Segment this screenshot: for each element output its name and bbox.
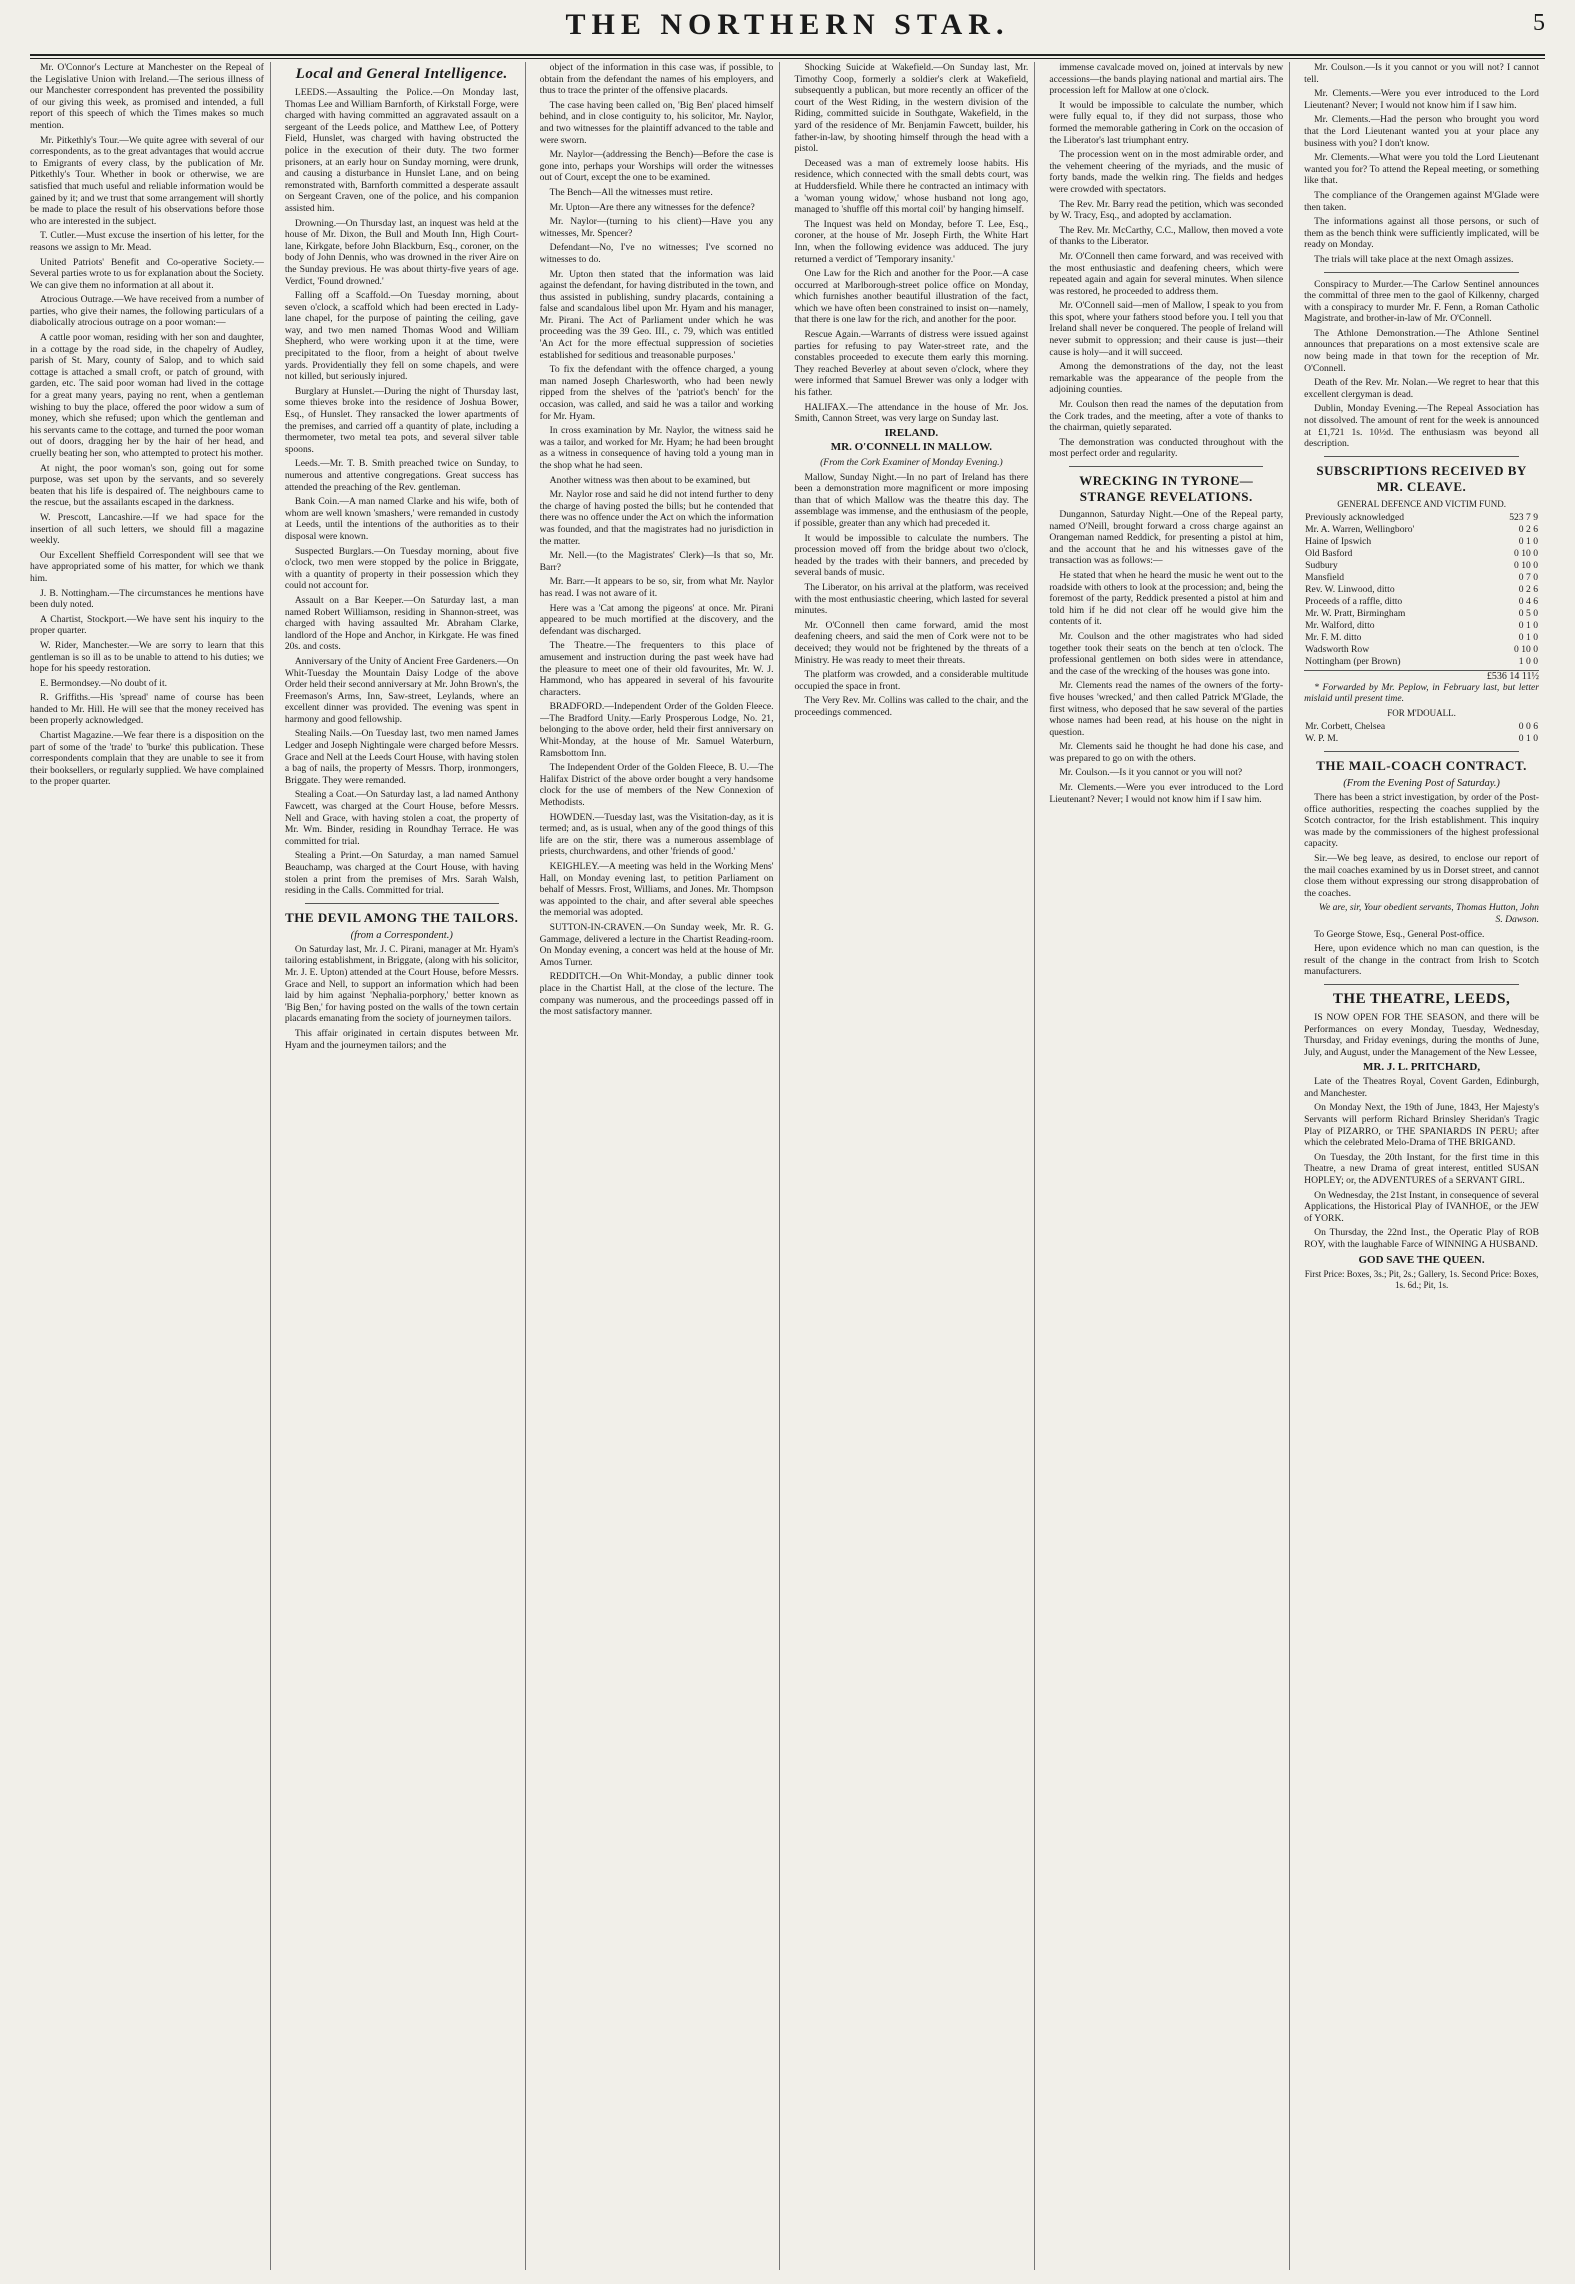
article-paragraph: REDDITCH.—On Whit-Monday, a public dinner took place in the Chartist Hall, at the close of the lecture. The company was numerous, and the proceedings passed off in the most satisfactory manner. [539, 971, 774, 1018]
subscription-amount: 0 1 0 [1518, 631, 1538, 643]
article-paragraph: Defendant—No, I've no witnesses; I've scorned no witnesses to do. [539, 242, 774, 265]
subscription-amount: 0 10 0 [1514, 547, 1538, 559]
article-paragraph: Anniversary of the Unity of Ancient Free Gardeners.—On Whit-Tuesday the Mountain Daisy Lodge of the above Order held their second anniversary at Mr. John Brown's, the Freemason's Arms, Inn, Saw-street, Leylands, where an excellent dinner was provided. The evening was spent in harmony and good fellowship. [284, 655, 519, 725]
subscription-row [1304, 721, 1539, 733]
article-paragraph: A Chartist, Stockport.—We have sent his inquiry to the proper quarter. [30, 613, 264, 637]
article-title-devil-among-tailors: THE DEVIL AMONG THE TAILORS. [285, 909, 519, 925]
article-title-wrecking-tyrone: WRECKING IN TYRONE—STRANGE REVELATIONS. [1079, 473, 1254, 504]
article-paragraph: We are, sir, Your obedient servants, Thomas Hutton, John S. Dawson. [1318, 902, 1539, 925]
god-save-the-queen: GOD SAVE THE QUEEN. [1358, 1253, 1485, 1266]
article-paragraph: Mr. Naylor—(turning to his client)—Have you any witnesses, Mr. Spencer? [539, 216, 774, 239]
subscriptions-table [1304, 512, 1539, 668]
theatre-paragraph: On Wednesday, the 21st Instant, in consequence of several Applications, the Historical Play of IVANHOE, or the JEW of YORK. [1304, 1189, 1539, 1224]
article-paragraph: This affair originated in certain disputes between Mr. Hyam and the journeymen tailors; and the [284, 1027, 519, 1051]
divider [305, 903, 499, 904]
article-paragraph: Mr. O'Connell then came forward, and was received with the most enthusiastic and deafening cheers, which were repeated again and again for several minutes. When silence was restored, he proceeded to address them. [1049, 250, 1284, 297]
article-paragraph: The procession went on in the most admirable order, and the vehement cheering of the myriads, and the music of forty bands, made the welkin ring. The fields and hedges were crowded with spectators. [1049, 149, 1284, 195]
article-paragraph: KEIGHLEY.—A meeting was held in the Working Mens' Hall, on Monday evening last, to petition Parliament on behalf of Messrs. Frost, Williams, and Jones. Mr. Thompson was appointed to the chair, and after several able speeches the memorial was adopted. [539, 861, 774, 919]
divider [1069, 466, 1263, 467]
article-paragraph: There has been a strict investigation, by order of the Post-office authorities, respecting the coaches supplied by the Scotch contractor, for the Irish establishment. This inquiry was made by the commissioners of the highest professional capacity. [1304, 792, 1539, 850]
article-paragraph: W. Prescott, Lancashire.—If we had space for the insertion of all such letters, we should fill a magazine weekly. [30, 511, 264, 547]
article-paragraph: To George Stowe, Esq., General Post-office. [1314, 928, 1485, 940]
article-paragraph: Stealing a Print.—On Saturday, a man named Samuel Beauchamp, was charged at the Court House, with having stolen a print from the premises of Mrs. Sarah Walsh, residing in the Calls. Committed for trial. [284, 850, 519, 897]
section-title-local-intelligence: Local and General Intelligence. [295, 66, 508, 82]
article-paragraph: Stealing a Coat.—On Saturday last, a lad named Anthony Fawcett, was charged at the Court House, before Messrs. Nell and Grace, with having stolen a coat, the property of Mr. Wm. Binder, residing in Roundhay Terrace. He was committed for trial. [284, 789, 519, 847]
subscription-amount: 0 1 0 [1518, 535, 1538, 547]
divider [1324, 751, 1519, 752]
subscriber-name: Previously acknowledged [1305, 511, 1405, 523]
article-paragraph: The demonstration was conducted throughout with the most perfect order and regularity. [1049, 436, 1284, 460]
column-4 [794, 62, 1035, 2270]
article-paragraph: immense cavalcade moved on, joined at intervals by new accessions—the bands playing national and martial airs. The procession left for Mallow at one o'clock. [1049, 62, 1284, 97]
article-paragraph: Another witness was then about to be examined, but [549, 474, 751, 486]
article-paragraph: J. B. Nottingham.—The circumstances he mentions have been duly noted. [30, 587, 264, 611]
article-paragraph: Shocking Suicide at Wakefield.—On Sunday last, Mr. Timothy Coop, formerly a soldier's clerk at Wakefield, subsequently a publican, but more recently an officer of the court of the West Riding, in the western division of the Riding, committed suicide in Southgate, Wakefield, in the yard of the residence of Mr. Benjamin Fawcett, builder, his father-in-law, by shooting himself through the head with a pistol. [794, 62, 1029, 155]
subscription-amount: 0 0 6 [1518, 721, 1538, 732]
subscription-amount: 1 0 0 [1518, 655, 1538, 667]
article-paragraph: BRADFORD.—Independent Order of the Golden Fleece.—The Bradford Unity.—Early Prosperous Lodge, No. 21, belonging to the above order, held their first anniversary on Whit-Monday, at the house of Mr. Samuel Waterburn, Ramsbottom Inn. [539, 701, 774, 759]
article-paragraph: Mr. Coulson.—Is it you cannot or you will not? I cannot tell. [1304, 62, 1539, 85]
article-paragraph: The case having been called on, 'Big Ben' placed himself behind, and in close contiguity to, his solicitor, Mr. Naylor, and two witnesses for the plaintiff advanced to the table and were sworn. [539, 99, 774, 146]
article-paragraph: Leeds.—Mr. T. B. Smith preached twice on Sunday, to numerous and attentive congregations. Great success has attended the preaching of the Rev. gentleman. [284, 458, 519, 493]
article-paragraph: Mr. Upton then stated that the information was laid against the defendant, for having distributed in the town, and thus assisted in publishing, sundry placards, containing a false and scandalous libel upon Mr. Hyam and his manager, Mr. Pirani. The Act of Parliament under which he was proceeding was the 39 Geo. III., c. 79, which was entitled 'An Act for the more effectual suppression of societies established for seditious and treasonable purposes.' [539, 268, 774, 361]
article-paragraph: Mr. Clements said he thought he had done his case, and was prepared to go on with the others. [1049, 741, 1284, 764]
column-1 [30, 62, 271, 2270]
subscriber-name: Sudbury [1305, 559, 1338, 571]
subscriptions-subtitle: GENERAL DEFENCE AND VICTIM FUND. [1337, 498, 1506, 509]
article-paragraph: The trials will take place at the next Omagh assizes. [1314, 253, 1514, 265]
article-paragraph: E. Bermondsey.—No doubt of it. [40, 677, 168, 689]
subscription-row [1304, 524, 1539, 536]
article-paragraph: The Very Rev. Mr. Collins was called to the chair, and the proceedings commenced. [794, 695, 1029, 718]
masthead [30, 8, 1545, 54]
article-paragraph: Chartist Magazine.—We fear there is a disposition on the part of some of the 'trade' to 'burke' this publication. These correspondents complain that they are unable to see it from their booksellers, or regularly supplied. We have complained to the proper quarter. [30, 730, 264, 788]
column-5 [1049, 62, 1290, 2270]
mcdouall-title: FOR M'DOUALL. [1387, 708, 1456, 718]
article-paragraph: object of the information in this case was, if possible, to obtain from the defendant the names of his employers, and thus to trace the printer of the offensive placards. [539, 62, 774, 97]
article-paragraph: The Bench—All the witnesses must retire. [549, 186, 713, 198]
article-paragraph: At night, the poor woman's son, going out for some purpose, was set upon by the servants, and so severely beaten that his life is despaired of. The neighbours came to the rescue, but the assailants escaped in the darkness. [30, 462, 264, 509]
article-paragraph: Drowning.—On Thursday last, an inquest was held at the house of Mr. Dixon, the Bull and Mouth Inn, High Court-lane, Kirkgate, before John Blackburn, Esq., coroner, on the body of John Dennis, who was drowned in the river Aire on the Sunday previous. He was about thirty-five years of age. Verdict, 'Found drowned.' [284, 217, 519, 287]
divider [1324, 984, 1519, 985]
mail-coach-subtitle: (From the Evening Post of Saturday.) [1343, 778, 1500, 789]
column-3 [540, 62, 781, 2270]
column-6 [1304, 62, 1545, 2270]
mcdouall-table [1304, 721, 1539, 745]
article-paragraph: R. Griffiths.—His 'spread' name of course has been handed to Mr. Hill. He will see that the money received has been properly acknowledged. [30, 692, 264, 727]
article-subtitle: (from a Correspondent.) [350, 929, 453, 941]
article-paragraph: Mr. Clements.—Were you ever introduced to the Lord Lieutenant? Never; I would not know him if I saw him. [1304, 88, 1539, 111]
subscription-amount: 0 4 6 [1518, 595, 1538, 607]
article-paragraph: The Liberator, on his arrival at the platform, was received with the most enthusiastic cheering, which lasted for several minutes. [794, 581, 1029, 617]
subscription-row [1304, 632, 1539, 644]
theatre-paragraph: On Monday Next, the 19th of June, 1843, Her Majesty's Servants will perform Richard Brinsley Sheridan's Tragic Play of PIZARRO, or THE SPANIARDS IN PERU; after which the celebrated Melo-Drama of THE BRIGAND. [1304, 1102, 1539, 1149]
article-paragraph: Bank Coin.—A man named Clarke and his wife, both of whom are well known 'smashers,' were remanded in custody at Leeds, until the intentions of the authorities as to their disposal were known. [284, 496, 519, 542]
article-paragraph: Falling off a Scaffold.—On Tuesday morning, about seven o'clock, a scaffold which had been erected in Lady-lane chapel, for the purpose of painting the ceiling, gave way, and two men named Thomas Wood and William Shepherd, who were working upon it at the time, were precipitated to the floor, from a height of about twelve yards. Providentially they fell on some chapels, and were not killed, but seriously injured. [284, 290, 519, 383]
subscriber-name: Mr. Walford, ditto [1305, 619, 1375, 631]
mail-coach-title: THE MAIL-COACH CONTRACT. [1316, 758, 1527, 773]
article-paragraph: LEEDS.—Assaulting the Police.—On Monday last, Thomas Lee and William Barnforth, of Kirkstall Forge, were charged with having committed an aggravated assault on a sergeant of the Leeds police, and Matthew Lee, of Pottery Field, Hunslet, was charged with having obstructed the police in the execution of their duty. The two former prisoners, at an early hour on Sunday morning, were drunk, and causing a disturbance in Hunslet Lane, and on being remonstrated with, Barnforth committed a desperate assault on Sergeant Craven, one of the police, and his companion assisted him. [284, 87, 519, 214]
article-paragraph: MR. O'CONNELL IN MALLOW. [830, 441, 993, 454]
theatre-paragraph: IS NOW OPEN FOR THE SEASON, and there will be Performances on every Monday, Tuesday, Wednesday, Thursday, and Friday evenings, during the months of June, July, and August, under the Management of the New Lessee, [1304, 1011, 1539, 1058]
subscription-amount: 523 7 9 [1509, 511, 1538, 523]
article-paragraph: Mr. Clements.—Were you ever introduced to the Lord Lieutenant? Never; I would not know him if I saw him. [1049, 782, 1284, 805]
article-paragraph: Mr. Coulson then read the names of the deputation from the Cork trades, and the meeting, after a vote of thanks to the chairman, quietly separated. [1049, 399, 1284, 434]
article-paragraph: Here was a 'Cat among the pigeons' at once. Mr. Pirani appeared to be much mortified at the discovery, and the defendant was discharged. [539, 602, 774, 637]
newspaper-title: THE NORTHERN STAR. [565, 8, 1010, 41]
article-paragraph: Mr. Barr.—It appears to be so, sir, from what Mr. Naylor has read. I was not aware of it. [539, 576, 774, 599]
subscriber-name: Proceeds of a raffle, ditto [1305, 595, 1403, 607]
subscription-row [1304, 560, 1539, 572]
subscription-amount: 0 2 6 [1518, 583, 1538, 595]
subscriber-name: Mr. A. Warren, Wellingboro' [1305, 523, 1415, 535]
article-paragraph: In cross examination by Mr. Naylor, the witness said he was a tailor, and worked for Mr. Hyam; he had been brought as a witness in consequence of having told a young man in the shop what he had seen. [539, 425, 774, 471]
article-paragraph: Mallow, Sunday Night.—In no part of Ireland has there been a demonstration more magnificent or more imposing than that of which Mallow was the theatre this day. The assemblage was immense, and the enthusiasm of the people, if possible, greater than any which had preceded it. [794, 471, 1029, 529]
article-paragraph: Suspected Burglars.—On Tuesday morning, about five o'clock, two men were stopped by the police in Briggate, with a quantity of property in their possession which they could not account for. [284, 545, 519, 592]
subscriptions-total: £536 14 11½ [1304, 670, 1539, 682]
article-paragraph: The Theatre.—The frequenters to this place of amusement and instruction during the past week have had the pleasure to meet one of their old favourites, Mr. W. J. Hammond, who has appeared in several of his favourite characters. [539, 640, 774, 698]
subscriber-name: W. P. M. [1305, 733, 1339, 744]
article-paragraph: Mr. Coulson.—Is it you cannot or you will not? [1059, 767, 1243, 779]
subscription-amount: 0 1 0 [1518, 733, 1538, 744]
divider [1324, 456, 1519, 457]
subscriber-name: Mr. W. Pratt, Birmingham [1305, 607, 1406, 619]
article-paragraph: HALIFAX.—The attendance in the house of Mr. Jos. Smith, Cannon Street, was very large on Sunday last. [794, 401, 1029, 425]
subscription-row [1304, 548, 1539, 560]
subscription-amount: 0 1 0 [1518, 619, 1538, 631]
subscriber-name: Nottingham (per Brown) [1305, 655, 1401, 667]
article-paragraph: (From the Cork Examiner of Monday Evening.) [820, 457, 1003, 468]
article-paragraph: The Athlone Demonstration.—The Athlone Sentinel announces that preparations on a most extensive scale are now being made in that town for the reception of Mr. O'Connell. [1304, 327, 1539, 374]
article-paragraph: One Law for the Rich and another for the Poor.—A case occurred at Marlborough-street police office on Monday, which furnishes another beautiful illustration of the fact, which we have often been constrained to insist on—namely, that there is one law for the rich, and another for the poor. [794, 268, 1029, 326]
subscriber-name: Mr. Corbett, Chelsea [1305, 721, 1386, 732]
article-paragraph: The platform was crowded, and a considerable multitude occupied the space in front. [794, 669, 1029, 692]
article-paragraph: He stated that when he heard the music he went out to the roadside with others to look at the procession; and, being the foremost of the party, Reddick presented a pistol at him and told him if he did not clear off he would give him the contents of it. [1049, 569, 1284, 628]
masthead-rule [30, 54, 1545, 56]
subscriber-name: Haine of Ipswich [1305, 535, 1372, 547]
theatre-paragraph: On Tuesday, the 20th Instant, for the first time in this Theatre, a new Drama of great interest, entitled SUSAN HOPLEY; or, the ADVENTURES of a SERVANT GIRL. [1304, 1151, 1539, 1187]
column-2 [285, 62, 526, 2270]
article-paragraph: The Independent Order of the Golden Fleece, B. U.—The Halifax District of the above order bought a very handsome clock for the use of members of the New Connexion of Methodists. [539, 762, 774, 809]
article-paragraph: IRELAND. [884, 426, 939, 439]
article-paragraph: The Inquest was held on Monday, before T. Lee, Esq., coroner, at the house of Mr. Joseph Firth, the White Hart Inn, when the following evidence was adduced. The jury returned a verdict of 'Temporary insanity.' [794, 218, 1029, 265]
article-paragraph: Mr. Coulson and the other magistrates who had sided together took their seats on the bench at ten o'clock. The professional gentlemen on both sides were in attendance, and the case of the wrecking of the houses was gone into. [1049, 630, 1284, 677]
article-paragraph: Mr. O'Connor's Lecture at Manchester on the Repeal of the Legislative Union with Ireland.—The serious illness of our Manchester correspondent has prevented the possibility of our giving this week, as promised and intended, a full report of this speech of which the Times makes so much mention. [30, 62, 264, 131]
article-paragraph: Dungannon, Saturday Night.—One of the Repeal party, named O'Neill, brought forward a cross charge against an Orangeman named Reddick, for presenting a pistol at him, and the account that he and his witnesses gave of the transaction was as follows:— [1049, 509, 1284, 567]
article-paragraph: SUTTON-IN-CRAVEN.—On Sunday week, Mr. R. G. Gammage, delivered a lecture in the Chartist Reading-room. On Monday evening, a concert was held at the house of Mr. Amos Turner. [539, 921, 774, 968]
theatre-title: THE THEATRE, LEEDS, [1332, 990, 1511, 1007]
theatre-paragraph: Late of the Theatres Royal, Covent Garden, Edinburgh, and Manchester. [1304, 1076, 1539, 1099]
divider [1324, 272, 1519, 273]
masthead-rule-thin [30, 58, 1545, 59]
subscription-row [1304, 536, 1539, 548]
subscription-amount: 0 2 6 [1518, 523, 1538, 535]
article-paragraph: Dublin, Monday Evening.—The Repeal Association has not dissolved. The amount of rent for the week is announced at £1,721 1s. 10½d. The enthusiasm was beyond all description. [1304, 403, 1539, 450]
subscriber-name: Rev. W. Linwood, ditto [1305, 583, 1395, 595]
subscription-row [1304, 656, 1539, 668]
article-paragraph: The Rev. Mr. Barry read the petition, which was seconded by W. Tracy, Esq., and adopted by acclamation. [1049, 198, 1284, 222]
theatre-paragraph: On Thursday, the 22nd Inst., the Operatic Play of ROB ROY, with the laughable Farce of WINNING A HUSBAND. [1304, 1227, 1539, 1250]
article-paragraph: T. Cutler.—Must excuse the insertion of his letter, for the reasons we assign to Mr. Mead. [30, 230, 264, 253]
article-paragraph: Death of the Rev. Mr. Nolan.—We regret to hear that this excellent clergyman is dead. [1304, 377, 1539, 400]
subscriptions-note: * Forwarded by Mr. Peplow, in February last, but letter mislaid until present time. [1304, 681, 1539, 705]
subscription-row [1304, 608, 1539, 620]
article-paragraph: Conspiracy to Murder.—The Carlow Sentinel announces the committal of three men to the gaol of Kilkenny, charged with a conspiracy to murder Mr. F. Fenn, a Roman Catholic Magistrate, and brother-in-law of Mr. O'Connell. [1304, 278, 1539, 325]
theatre-prices: First Price: Boxes, 3s.; Pit, 2s.; Gallery, 1s. Second Price: Boxes, 1s. 6d.; Pit, 1s. [1304, 1268, 1539, 1291]
subscriptions-title: SUBSCRIPTIONS RECEIVED BY MR. CLEAVE. [1316, 462, 1527, 494]
theatre-manager: MR. J. L. PRITCHARD, [1363, 1061, 1481, 1074]
article-paragraph: Our Excellent Sheffield Correspondent will see that we have appropriated some of his matter, for which we thank him. [30, 549, 264, 584]
article-paragraph: It would be impossible to calculate the numbers. The procession moved off from the bridge about two o'clock, headed by the trades with their banners, and preceded by several bands of music. [794, 532, 1029, 579]
subscriber-name: Mansfield [1305, 571, 1345, 583]
subscription-amount: 0 10 0 [1514, 643, 1538, 655]
subscription-amount: 0 10 0 [1514, 559, 1538, 571]
subscription-row [1304, 512, 1539, 524]
page-number: 5 [1533, 10, 1545, 36]
subscription-amount: 0 5 0 [1518, 607, 1538, 619]
subscriber-name: Mr. F. M. ditto [1305, 631, 1362, 643]
article-paragraph: Stealing Nails.—On Tuesday last, two men named James Ledger and Joseph Nightingale were charged before Messrs. Grace and Nell at the Leeds Court House, with having stolen a bag of nails, the property of Messrs. Thorp, ironmongers, Briggate. They were remanded. [284, 728, 519, 786]
article-paragraph: Atrocious Outrage.—We have received from a number of parties, who give their names, the following particulars of a diabolically atrocious outrage on a poor woman:— [30, 294, 264, 329]
article-paragraph: Mr. Clements.—Had the person who brought you word that the Lord Lieutenant wanted you at your place any business with you? I don't know. [1304, 114, 1539, 149]
article-paragraph: Mr. Naylor—(addressing the Bench)—Before the case is gone into, perhaps your Worships will order the witnesses out of Court, except the one to be examined. [539, 149, 774, 184]
article-paragraph: United Patriots' Benefit and Co-operative Society.—Several parties wrote to us for explanation about the Society. We can give them no information at all about it. [30, 256, 264, 291]
article-paragraph: Mr. Nell.—(to the Magistrates' Clerk)—Is that so, Mr. Barr? [539, 550, 774, 573]
subscription-row [1304, 620, 1539, 632]
article-paragraph: Mr. Naylor rose and said he did not intend further to deny the charge of having posted the bills; but he contended that there was no offence under the Act on which the information was founded, and that the magistrates had no jurisdiction in the matter. [539, 489, 774, 547]
columns [30, 62, 1545, 2270]
article-paragraph: Assault on a Bar Keeper.—On Saturday last, a man named Robert Williamson, residing in Shannon-street, was charged with having assaulted Mr. Abraham Clarke, landlord of the Hope and Anchor, in Kirkgate. He was fined 20s. and costs. [284, 594, 519, 653]
article-paragraph: The compliance of the Orangemen against M'Glade were then taken. [1304, 189, 1539, 213]
article-paragraph: The Rev. Mr. McCarthy, C.C., Mallow, then moved a vote of thanks to the Liberator. [1049, 224, 1284, 248]
article-paragraph: Mr. Pitkethly's Tour.—We quite agree with several of our correspondents, as to the great advantages that would accrue to Emigrants of every class, by the publication of Mr. Pitkethly's Tour. Whether in book or otherwise, we are satisfied that much useful and reliable information would be gained by it; and we trust that some arrangement will shortly be made to place the result of his observations before those who are interested in the subject. [30, 134, 264, 227]
article-paragraph: HOWDEN.—Tuesday last, was the Visitation-day, as it is termed; and, as is usual, when any of the good things of this life are on the stir, there was a numerous assemblage of priests, churchwardens, and other 'friends of good.' [539, 811, 774, 858]
article-paragraph: Mr. O'Connell then came forward, amid the most deafening cheers, and said the men of Cork were not to be deceived; they would not be frightened by the threats of a Ministry. He was ready to meet their threats. [794, 619, 1029, 666]
article-paragraph: The informations against all those persons, or such of them as the bench think were sufficiently implicated, will be ready on Monday. [1304, 216, 1539, 251]
article-paragraph: Burglary at Hunslet.—During the night of Thursday last, some thieves broke into the residence of Joshua Bower, Esq., of Hunslet. They ransacked the lower apartments of the premises, and carried off a quantity of plate, including a thermometer, two metal tea pots, and several silver table spoons. [284, 385, 519, 455]
article-paragraph: Mr. O'Connell said—men of Mallow, I speak to you from this spot, where your fathers stood before you. I tell you that Ireland shall never be conquered. The people of Ireland will never submit to oppression; and their cause is just—their cause is holy—and it will succeed. [1049, 300, 1284, 358]
article-paragraph: Among the demonstrations of the day, not the least remarkable was the appearance of the people from the adjoining counties. [1049, 361, 1284, 396]
article-paragraph: It would be impossible to calculate the number, which were fully equal to, if they did not surpass, those who formed the memorable gathering in Cork on the occasion of the Liberator's last triumphant entry. [1049, 99, 1284, 146]
article-paragraph: On Saturday last, Mr. J. C. Pirani, manager at Mr. Hyam's tailoring establishment, in Briggate, (along with his solicitor, Mr. J. E. Upton) attended at the Court House, before Messrs. Grace and Nell, to support an information which had been laid by him against 'Nephalia-porphory,' better known as 'Big Ben,' for having posted on the walls of the town certain placards emanating from the society of journeymen tailors. [284, 943, 519, 1025]
article-paragraph: Mr. Clements read the names of the owners of the forty-five houses 'wrecked,' and then called Patrick M'Glade, the first witness, who deposed that he saw several of the parties whose names had been read, at his house on the night in question. [1049, 680, 1284, 738]
article-paragraph: A cattle poor woman, residing with her son and daughter, in a cottage by the road side, in the chapelry of Audley, parish of St. Mary, county of Salop, and to which said cottage is attached a small croft, or patch of ground, with garden, etc. The said poor woman had lived in the cottage for a great many years, paying no rent, when a gentleman wishing to buy the place, offered the poor widow a sum of money, which she refused; upon which the gentleman and his servants came to the cottage, and turned the poor woman out of doors, dragging her by the hair of her head, and cruelly beating her son, who attempted to protect his mother. [30, 332, 264, 459]
subscription-amount: 0 7 0 [1518, 571, 1538, 583]
article-paragraph: Sir.—We beg leave, as desired, to enclose our report of the mail coaches examined by us in Dorset street, and cannot close them without expressing our strong disapprobation of the coaches. [1304, 852, 1539, 899]
article-paragraph: To fix the defendant with the offence charged, a young man named Joseph Charlesworth, who had been newly ripped from the shelves of the 'patriot's bench' for the occasion, was called, and said he was a tailor and working for Mr. Hyam. [539, 364, 774, 422]
article-paragraph: Mr. Clements.—What were you told the Lord Lieutenant wanted you for? To attend the Repeal meeting, or something like that. [1304, 152, 1539, 187]
subscription-row [1304, 644, 1539, 656]
article-paragraph: Deceased was a man of extremely loose habits. His residence, which connected with the small debts court, was at Huddersfield. While there he contracted an intimacy with a 'woman young widow,' whose husband not long ago, managed to 'shuffle off this mortal coil' by hanging himself. [794, 157, 1029, 216]
subscriber-name: Old Basford [1305, 547, 1353, 559]
subscriber-name: Wadsworth Row [1305, 643, 1370, 655]
article-paragraph: Here, upon evidence which no man can question, is the result of the change in the contract from Irish to Scotch manufacturers. [1304, 943, 1539, 978]
subscription-row [1304, 584, 1539, 596]
article-paragraph: W. Rider, Manchester.—We are sorry to learn that this gentleman is so ill as to be unable to attend to his duties; we hope for his speedy restoration. [30, 639, 264, 675]
subscription-row [1304, 596, 1539, 608]
article-paragraph: Rescue Again.—Warrants of distress were issued against parties for refusing to pay Water-street rate, and the constables proceeded to execute them early this morning. They reached Beverley at about seven o'clock, where they were informed that Samuel Brewer was only a lodger with his father. [794, 329, 1029, 399]
subscription-row [1304, 733, 1539, 745]
subscription-row [1304, 572, 1539, 584]
article-paragraph: Mr. Upton—Are there any witnesses for the defence? [549, 201, 755, 213]
